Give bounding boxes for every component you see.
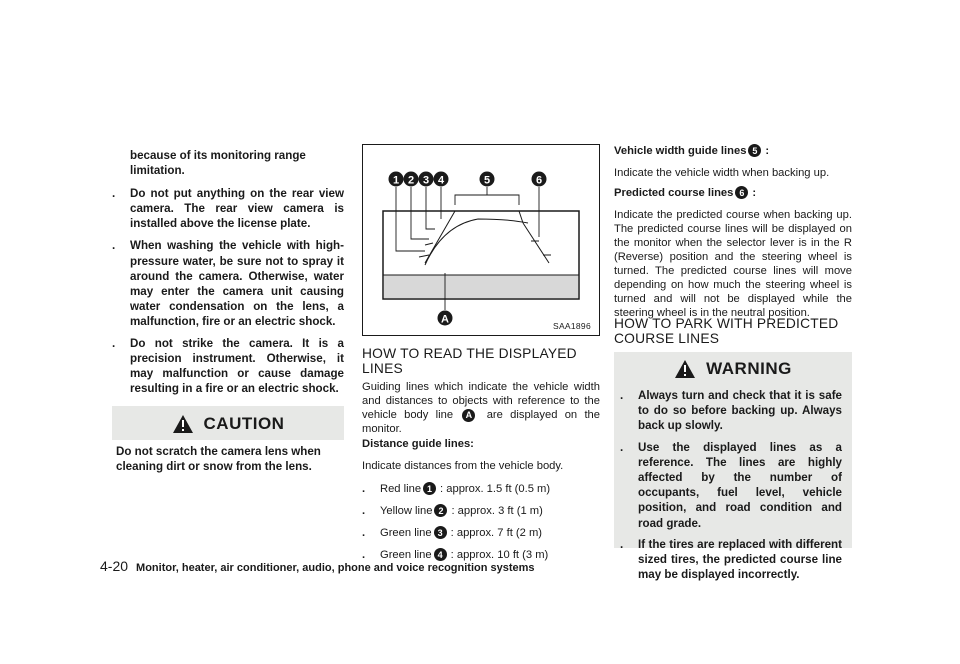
section-heading-park: HOW TO PARK WITH PREDICTED COURSE LINES <box>614 316 839 346</box>
distance-line-item: . Yellow line 2 : approx. 3 ft (1 m) <box>362 504 543 517</box>
read-lines-paragraph: Guiding lines which indicate the vehicle width and distances to objects with reference to the vehicle body line A are displayed on the monitor. <box>362 381 601 435</box>
figure-caption: SAA1896 <box>552 321 591 331</box>
warning-triangle-icon <box>172 414 194 434</box>
warning-box <box>614 352 852 582</box>
bullet-item: . Do not strike the camera. It is a precision instrument. Otherwise, it may malfunction or cause damage resulting in a fire or an electric shock. <box>112 337 344 396</box>
warning-title: WARNING <box>706 359 792 378</box>
callout-labels <box>389 172 547 187</box>
distance-line-item: . Green line 3 : approx. 7 ft (2 m) <box>362 526 543 539</box>
bullet-item: . Always turn and check that it is safe to do so before backing up. Always back up slowly. <box>620 389 842 433</box>
distance-guide-desc: Indicate distances from the vehicle body. <box>362 460 564 472</box>
callout-4: 4 <box>437 174 445 187</box>
section-title: Monitor, heater, air conditioner, audio, phone and voice recognition systems <box>136 562 535 574</box>
bullet-item: . Do not put anything on the rear view camera. The rear view camera is installed above the license plate. <box>112 187 344 231</box>
continued-text: because of its monitoring range limitation. <box>130 149 306 178</box>
warning-bullets <box>614 386 852 582</box>
bullet-item: . If the tires are replaced with different sized tires, the predicted course line may be displayed incorrectly. <box>620 537 842 582</box>
callout-1: 1 <box>392 174 400 187</box>
vehicle-width-text: Indicate the vehicle width when backing up. <box>614 167 830 179</box>
callout-6: 6 <box>535 174 543 187</box>
caution-bullets <box>112 148 344 403</box>
distance-guide-label: Distance guide lines: <box>362 438 474 450</box>
section-heading-read-lines: HOW TO READ THE DISPLAYED LINES <box>362 346 577 376</box>
distance-line-item: . Green line 4 : approx. 10 ft (3 m) <box>362 548 549 561</box>
callout-3: 3 <box>422 174 430 187</box>
predicted-course-label: Predicted course lines 6 : <box>614 186 757 199</box>
page-number: 4-20 <box>100 558 129 574</box>
callout-2: 2 <box>407 174 415 187</box>
callout-5: 5 <box>483 174 491 187</box>
distance-line-item: . Red line 1 : approx. 1.5 ft (0.5 m) <box>362 482 551 495</box>
vehicle-width-label: Vehicle width guide lines 5 : <box>614 144 770 157</box>
predicted-course-text: Indicate the predicted course when backing up. The predicted course lines will be displayed on the monitor when the selector lever is in the R (Reverse) position and the steering wheel is turned. The predicted course lines will move depending on how much the steering wheel is turned and will not be displayed while the steering wheel is in the neutral position. <box>614 209 852 319</box>
caution-title: CAUTION <box>203 414 285 433</box>
bullet-item: . When washing the vehicle with high-pressure water, be sure not to spray it around the camera. Otherwise, water may enter the camera unit causing water condensation on the lens, a malfunction, fire or an electric shock. <box>112 239 344 328</box>
page-footer <box>100 558 535 574</box>
camera-display-figure <box>362 144 600 336</box>
warning-triangle-icon <box>674 359 696 379</box>
guide-lines-diagram <box>363 145 599 335</box>
bullet-item: . Use the displayed lines as a reference. The lines are highly affected by the number of occupants, fuel level, vehicle position, and road condition and road grade. <box>620 440 842 530</box>
caution-box <box>112 406 344 440</box>
body-line-callout: A <box>441 313 449 326</box>
caution-text: Do not scratch the camera lens when cleaning dirt or snow from the lens. <box>116 445 321 474</box>
body-line-marker: A <box>462 409 475 422</box>
